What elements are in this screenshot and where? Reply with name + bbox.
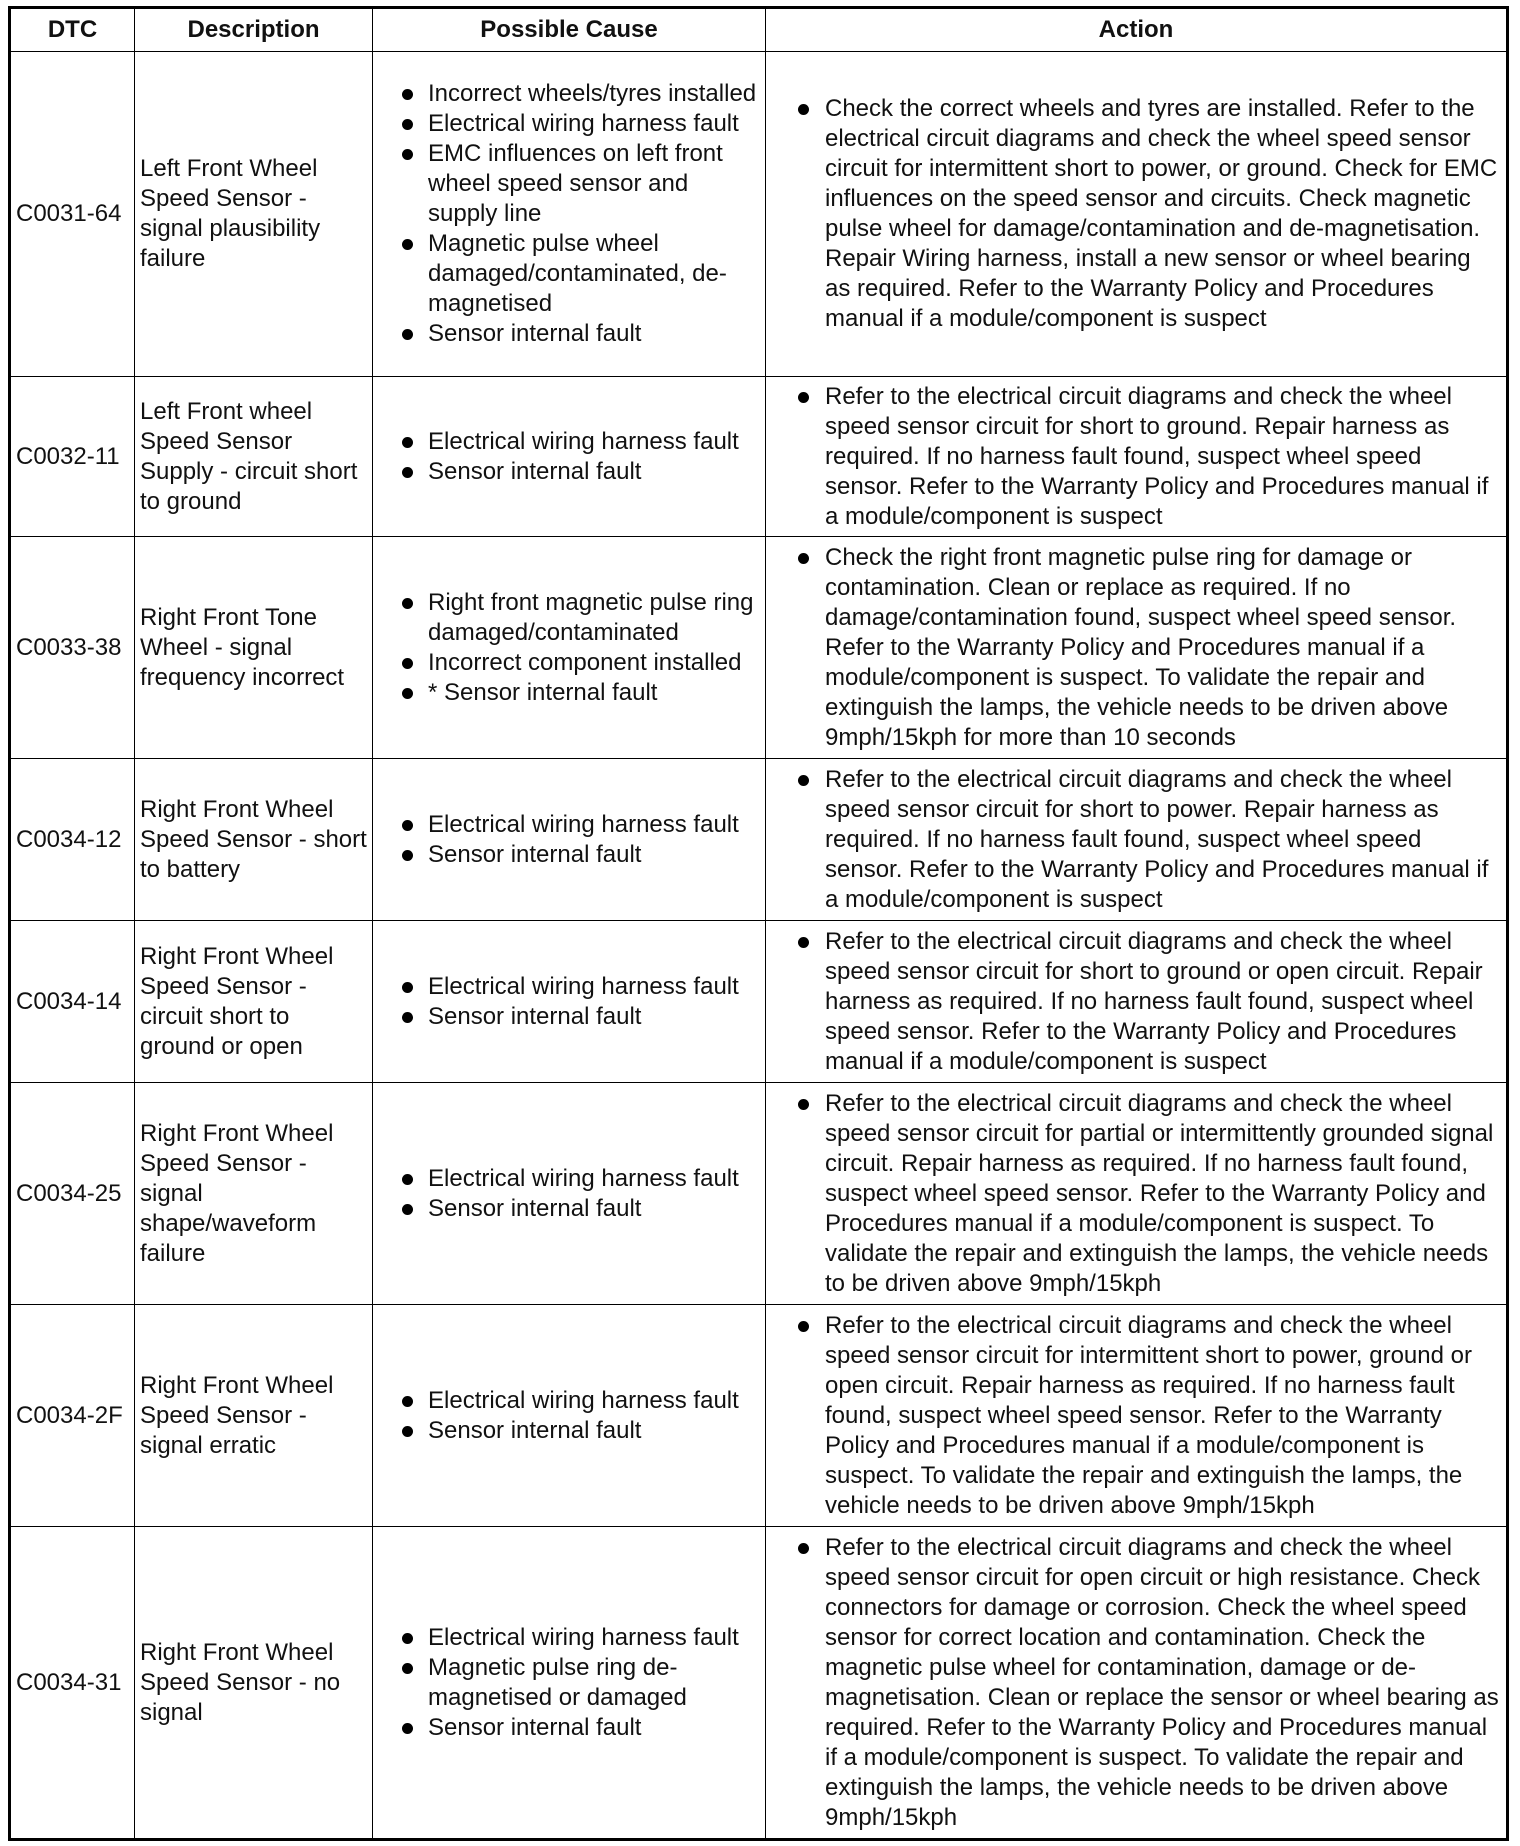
cause-item xyxy=(378,1623,760,1653)
bullet-icon xyxy=(402,1396,413,1407)
cause-text: Magnetic pulse ring de-magnetised or damaged xyxy=(428,1653,687,1711)
bullet-icon xyxy=(402,467,413,478)
header-possible-cause: Possible Cause xyxy=(373,8,766,52)
possible-cause-cell xyxy=(373,1083,766,1305)
bullet-icon xyxy=(402,688,413,699)
table-row xyxy=(10,921,1508,1083)
cause-item xyxy=(378,840,760,870)
action-text: Refer to the electrical circuit diagrams and check the wheel speed sensor circuit for short to power. Repair harness as required. If no harness fault found, suspect wheel speed sensor. Refer to the Warranty Policy and Procedures manual if a module/component is suspect xyxy=(825,765,1489,913)
action-text: Refer to the electrical circuit diagrams and check the wheel speed sensor circuit for partial or intermittently grounded signal circuit. Repair harness as required. If no harness fault found, suspect wheel speed sensor. Refer to the Warranty Policy and Procedures manual if a module/component is suspect. To validate the repair and extinguish the lamps, the vehicle needs to be driven above 9mph/15kph xyxy=(825,1089,1494,1297)
action-text: Refer to the electrical circuit diagrams and check the wheel speed sensor circuit for short to ground or open circuit. Repair harness as required. If no harness fault found, suspect wheel speed sensor. Refer to the Warranty Policy and Procedures manual if a module/component is suspect xyxy=(825,927,1483,1075)
bullet-icon xyxy=(798,775,809,786)
cause-item xyxy=(378,648,760,678)
header-action: Action xyxy=(766,8,1508,52)
action-text: Refer to the electrical circuit diagrams and check the wheel speed sensor circuit for intermittent short to power, ground or open circuit. Repair harness as required. If no harness fault found, suspect wheel speed sensor. Refer to the Warranty Policy and Procedures manual if a module/component is suspect. To validate the repair and extinguish the lamps, the vehicle needs to be driven above 9mph/15kph xyxy=(825,1311,1472,1519)
dtc-description: Left Front wheel Speed Sensor Supply - circuit short to ground xyxy=(135,377,373,537)
possible-cause-cell xyxy=(373,921,766,1083)
action-item xyxy=(771,1089,1501,1299)
possible-cause-cell xyxy=(373,377,766,537)
dtc-description: Right Front Tone Wheel - signal frequency incorrect xyxy=(135,537,373,759)
dtc-document xyxy=(8,6,1506,1838)
bullet-icon xyxy=(402,1204,413,1215)
cause-text: Right front magnetic pulse ring damaged/contaminated xyxy=(428,588,754,646)
table-row xyxy=(10,537,1508,759)
cause-item xyxy=(378,139,760,229)
cause-text: Sensor internal fault xyxy=(428,320,642,347)
cause-text: Electrical wiring harness fault xyxy=(428,1623,739,1651)
bullet-icon xyxy=(402,820,413,831)
action-text: Refer to the electrical circuit diagrams and check the wheel speed sensor circuit for short to ground. Repair harness as required. If no harness fault found, suspect wheel speed sensor. Refer to the Warranty Policy and Procedures manual if a module/component is suspect xyxy=(825,382,1489,530)
action-item xyxy=(771,382,1501,532)
action-text: Check the right front magnetic pulse ring for damage or contamination. Clean or replace as required. If no damage/contamination found, suspect wheel speed sensor. Refer to the Warranty Policy and Procedures manual if a module/component is suspect. To validate the repair and extinguish the lamps, the vehicle needs to be driven above 9mph/15kph for more than 10 seconds xyxy=(825,543,1457,751)
cause-item xyxy=(378,1164,760,1194)
dtc-description: Right Front Wheel Speed Sensor - circuit short to ground or open xyxy=(135,921,373,1083)
cause-text: EMC influences on left front wheel speed sensor and supply line xyxy=(428,140,723,227)
cause-item xyxy=(378,678,760,708)
cause-text: Incorrect component installed xyxy=(428,648,742,676)
dtc-description: Right Front Wheel Speed Sensor - signal shape/waveform failure xyxy=(135,1083,373,1305)
bullet-icon xyxy=(402,119,413,130)
bullet-icon xyxy=(402,850,413,861)
dtc-description: Right Front Wheel Speed Sensor - no signal xyxy=(135,1527,373,1840)
cause-item xyxy=(378,1194,760,1224)
action-cell xyxy=(766,759,1508,921)
cause-item xyxy=(378,972,760,1002)
dtc-code: C0034-14 xyxy=(10,921,135,1083)
possible-cause-cell xyxy=(373,1527,766,1840)
bullet-icon xyxy=(798,937,809,948)
action-item xyxy=(771,1533,1501,1833)
cause-text: Sensor internal fault xyxy=(428,840,642,868)
bullet-icon xyxy=(402,149,413,160)
dtc-description: Right Front Wheel Speed Sensor -signal erratic xyxy=(135,1305,373,1527)
dtc-code: C0033-38 xyxy=(10,537,135,759)
action-item xyxy=(771,94,1501,334)
bullet-icon xyxy=(798,1543,809,1554)
bullet-icon xyxy=(402,1663,413,1674)
table-row xyxy=(10,1083,1508,1305)
bullet-icon xyxy=(798,553,809,564)
cause-text: Electrical wiring harness fault xyxy=(428,1386,739,1414)
dtc-table xyxy=(8,6,1509,1841)
dtc-code: C0034-2F xyxy=(10,1305,135,1527)
cause-item xyxy=(378,457,760,487)
action-item xyxy=(771,543,1501,753)
bullet-icon xyxy=(798,1321,809,1332)
bullet-icon xyxy=(402,89,413,100)
dtc-code: C0034-25 xyxy=(10,1083,135,1305)
cause-text: Electrical wiring harness fault xyxy=(428,427,739,455)
cause-item xyxy=(378,1002,760,1032)
cause-text: Sensor internal fault xyxy=(428,1713,642,1741)
table-row xyxy=(10,1527,1508,1840)
action-text: Refer to the electrical circuit diagrams and check the wheel speed sensor circuit for open circuit or high resistance. Check connectors for damage or corrosion. Check the wheel speed sensor for correct location and contamination. Check the magnetic pulse wheel for contamination, damage or de-magnetisation. Clean or replace the sensor or wheel bearing as required. Refer to the Warranty Policy and Procedures manual if a module/component is suspect. To validate the repair and extinguish the lamps, the vehicle needs to be driven above 9mph/15kph xyxy=(825,1533,1499,1831)
action-cell xyxy=(766,1083,1508,1305)
bullet-icon xyxy=(798,392,809,403)
bullet-icon xyxy=(798,104,809,115)
cause-text: Sensor internal fault xyxy=(428,1002,642,1030)
cause-item xyxy=(378,810,760,840)
action-cell xyxy=(766,52,1508,377)
cause-text: Sensor internal fault xyxy=(428,1416,642,1444)
cause-text: Electrical wiring harness fault xyxy=(428,110,739,137)
action-item xyxy=(771,1311,1501,1521)
bullet-icon xyxy=(402,1633,413,1644)
bullet-icon xyxy=(402,1174,413,1185)
cause-item xyxy=(378,79,760,109)
bullet-icon xyxy=(402,437,413,448)
action-cell xyxy=(766,537,1508,759)
bullet-icon xyxy=(402,658,413,669)
cause-item xyxy=(378,1653,760,1713)
possible-cause-cell xyxy=(373,1305,766,1527)
action-cell xyxy=(766,921,1508,1083)
dtc-code: C0031-64 xyxy=(10,52,135,377)
table-row xyxy=(10,52,1508,377)
action-cell xyxy=(766,1305,1508,1527)
header-dtc: DTC xyxy=(10,8,135,52)
bullet-icon xyxy=(402,1012,413,1023)
dtc-description: Right Front Wheel Speed Sensor - short to battery xyxy=(135,759,373,921)
action-item xyxy=(771,927,1501,1077)
cause-text: Sensor internal fault xyxy=(428,457,642,485)
bullet-icon xyxy=(402,982,413,993)
cause-item xyxy=(378,588,760,648)
cause-item xyxy=(378,1386,760,1416)
cause-text: * Sensor internal fault xyxy=(428,678,658,706)
cause-item xyxy=(378,229,760,319)
cause-item xyxy=(378,1416,760,1446)
cause-text: Magnetic pulse wheel damaged/contaminated, de-magnetised xyxy=(428,230,727,317)
cause-item xyxy=(378,319,760,349)
cause-text: Electrical wiring harness fault xyxy=(428,810,739,838)
table-row xyxy=(10,759,1508,921)
bullet-icon xyxy=(798,1099,809,1110)
bullet-icon xyxy=(402,1723,413,1734)
possible-cause-cell xyxy=(373,52,766,377)
possible-cause-cell xyxy=(373,759,766,921)
cause-item xyxy=(378,109,760,139)
cause-item xyxy=(378,427,760,457)
action-item xyxy=(771,765,1501,915)
bullet-icon xyxy=(402,1426,413,1437)
cause-text: Electrical wiring harness fault xyxy=(428,1164,739,1192)
action-text: Check the correct wheels and tyres are installed. Refer to the electrical circuit diagrams and check the wheel speed sensor circuit for intermittent short to power, or ground. Check for EMC influences on the speed sensor and circuits. Check magnetic pulse wheel for damage/contamination and de-magnetisation. Repair Wiring harness, install a new sensor or wheel bearing as required. Refer to the Warranty Policy and Procedures manual if a module/component is suspect xyxy=(825,95,1498,332)
action-cell xyxy=(766,377,1508,537)
dtc-code: C0034-31 xyxy=(10,1527,135,1840)
header-description: Description xyxy=(135,8,373,52)
bullet-icon xyxy=(402,239,413,250)
table-row xyxy=(10,1305,1508,1527)
dtc-code: C0034-12 xyxy=(10,759,135,921)
dtc-description: Left Front Wheel Speed Sensor - signal plausibility failure xyxy=(135,52,373,377)
cause-item xyxy=(378,1713,760,1743)
table-row xyxy=(10,377,1508,537)
cause-text: Electrical wiring harness fault xyxy=(428,972,739,1000)
possible-cause-cell xyxy=(373,537,766,759)
cause-text: Incorrect wheels/tyres installed xyxy=(428,80,757,107)
bullet-icon xyxy=(402,598,413,609)
cause-text: Sensor internal fault xyxy=(428,1194,642,1222)
header-row xyxy=(10,8,1508,52)
bullet-icon xyxy=(402,329,413,340)
action-cell xyxy=(766,1527,1508,1840)
dtc-code: C0032-11 xyxy=(10,377,135,537)
